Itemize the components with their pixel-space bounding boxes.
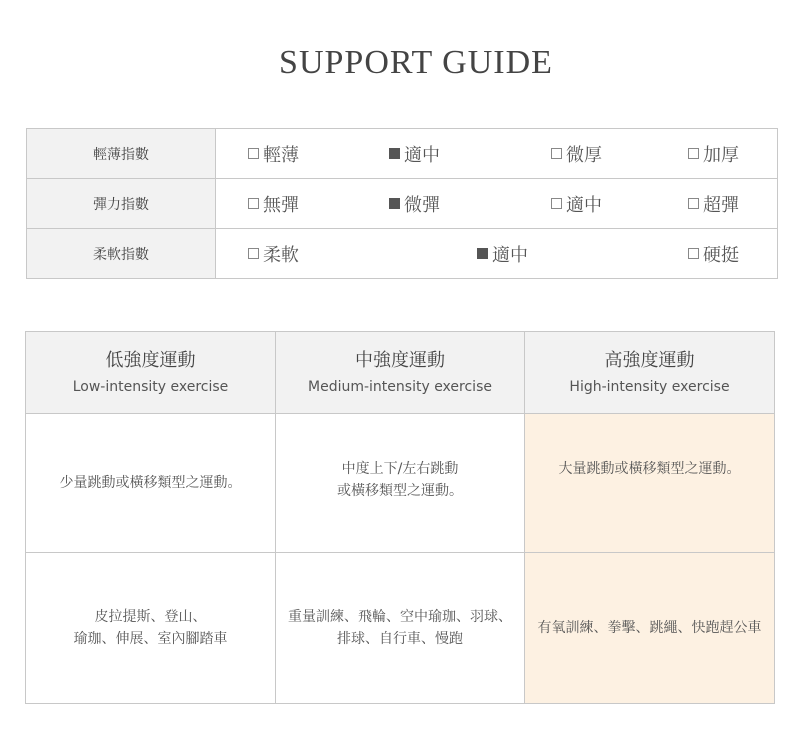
checkbox-empty-icon: [248, 248, 259, 259]
spec-label: 柔軟指數: [27, 229, 216, 278]
examples-text: 瑜珈、伸展、室內腳踏車: [73, 631, 228, 647]
examples-medium: [276, 553, 525, 703]
header-low-intensity: [26, 332, 276, 414]
option-medium: [477, 229, 528, 278]
description-medium: [276, 414, 525, 553]
checkbox-empty-icon: [688, 148, 699, 159]
option-thin: [248, 129, 299, 178]
checkbox-filled-icon: [477, 248, 488, 259]
option-label: 適中: [404, 144, 440, 166]
header-title-en: High-intensity exercise: [569, 378, 730, 395]
checkbox-filled-icon: [389, 198, 400, 209]
header-title-en: Low-intensity exercise: [72, 378, 229, 395]
description-text: 中度上下/左右跳動: [341, 461, 459, 477]
checkbox-empty-icon: [688, 198, 699, 209]
spec-options: [216, 229, 777, 278]
option-super-stretch: [688, 179, 739, 228]
option-slight-stretch: [389, 179, 440, 228]
option-label: 超彈: [703, 194, 739, 216]
examples-text: 皮拉提斯、登山、: [94, 609, 207, 625]
examples-text: 有氧訓練、拳擊、跳繩、快跑趕公車: [537, 620, 762, 636]
examples-low: [26, 553, 276, 703]
option-label: 微厚: [566, 144, 602, 166]
option-label: 輕薄: [263, 144, 299, 166]
option-soft: [248, 229, 299, 278]
page-title: SUPPORT GUIDE: [279, 44, 553, 81]
spec-options: [216, 179, 777, 228]
checkbox-empty-icon: [248, 148, 259, 159]
option-slightly-thick: [551, 129, 602, 178]
header-title-zh: 中強度運動: [355, 349, 445, 371]
option-medium: [551, 179, 602, 228]
option-medium: [389, 129, 440, 178]
header-medium-intensity: [276, 332, 525, 414]
checkbox-empty-icon: [248, 198, 259, 209]
spec-label: 彈力指數: [27, 179, 216, 228]
spec-row-thickness: [27, 129, 777, 179]
option-no-stretch: [248, 179, 299, 228]
examples-text: 重量訓練、飛輪、空中瑜珈、羽球、: [288, 609, 512, 625]
spec-row-softness: [27, 229, 777, 279]
option-stiff: [688, 229, 739, 278]
header-title-en: Medium-intensity exercise: [308, 378, 492, 395]
examples-high: [525, 553, 774, 703]
spec-row-elasticity: [27, 179, 777, 229]
option-label: 適中: [492, 244, 528, 266]
option-label: 無彈: [263, 194, 299, 216]
header-high-intensity: [525, 332, 774, 414]
header-title-zh: 高強度運動: [604, 349, 695, 371]
checkbox-empty-icon: [551, 148, 562, 159]
description-high: [525, 414, 774, 553]
description-text: 或橫移類型之運動。: [337, 483, 463, 499]
checkbox-filled-icon: [389, 148, 400, 159]
examples-text: 排球、自行車、慢跑: [337, 631, 463, 647]
option-thick: [688, 129, 739, 178]
spec-label: 輕薄指數: [27, 129, 216, 178]
spec-options: [216, 129, 777, 178]
description-text: 大量跳動或橫移類型之運動。: [558, 461, 741, 477]
option-label: 適中: [566, 194, 602, 216]
description-text: 少量跳動或橫移類型之運動。: [59, 475, 242, 491]
checkbox-empty-icon: [688, 248, 699, 259]
option-label: 加厚: [703, 144, 739, 166]
option-label: 硬挺: [703, 244, 739, 266]
header-title-zh: 低強度運動: [105, 349, 196, 371]
checkbox-empty-icon: [551, 198, 562, 209]
exercise-table: [25, 331, 775, 704]
description-low: [26, 414, 276, 553]
spec-table: [26, 128, 778, 279]
option-label: 柔軟: [263, 244, 299, 266]
option-label: 微彈: [404, 194, 440, 216]
